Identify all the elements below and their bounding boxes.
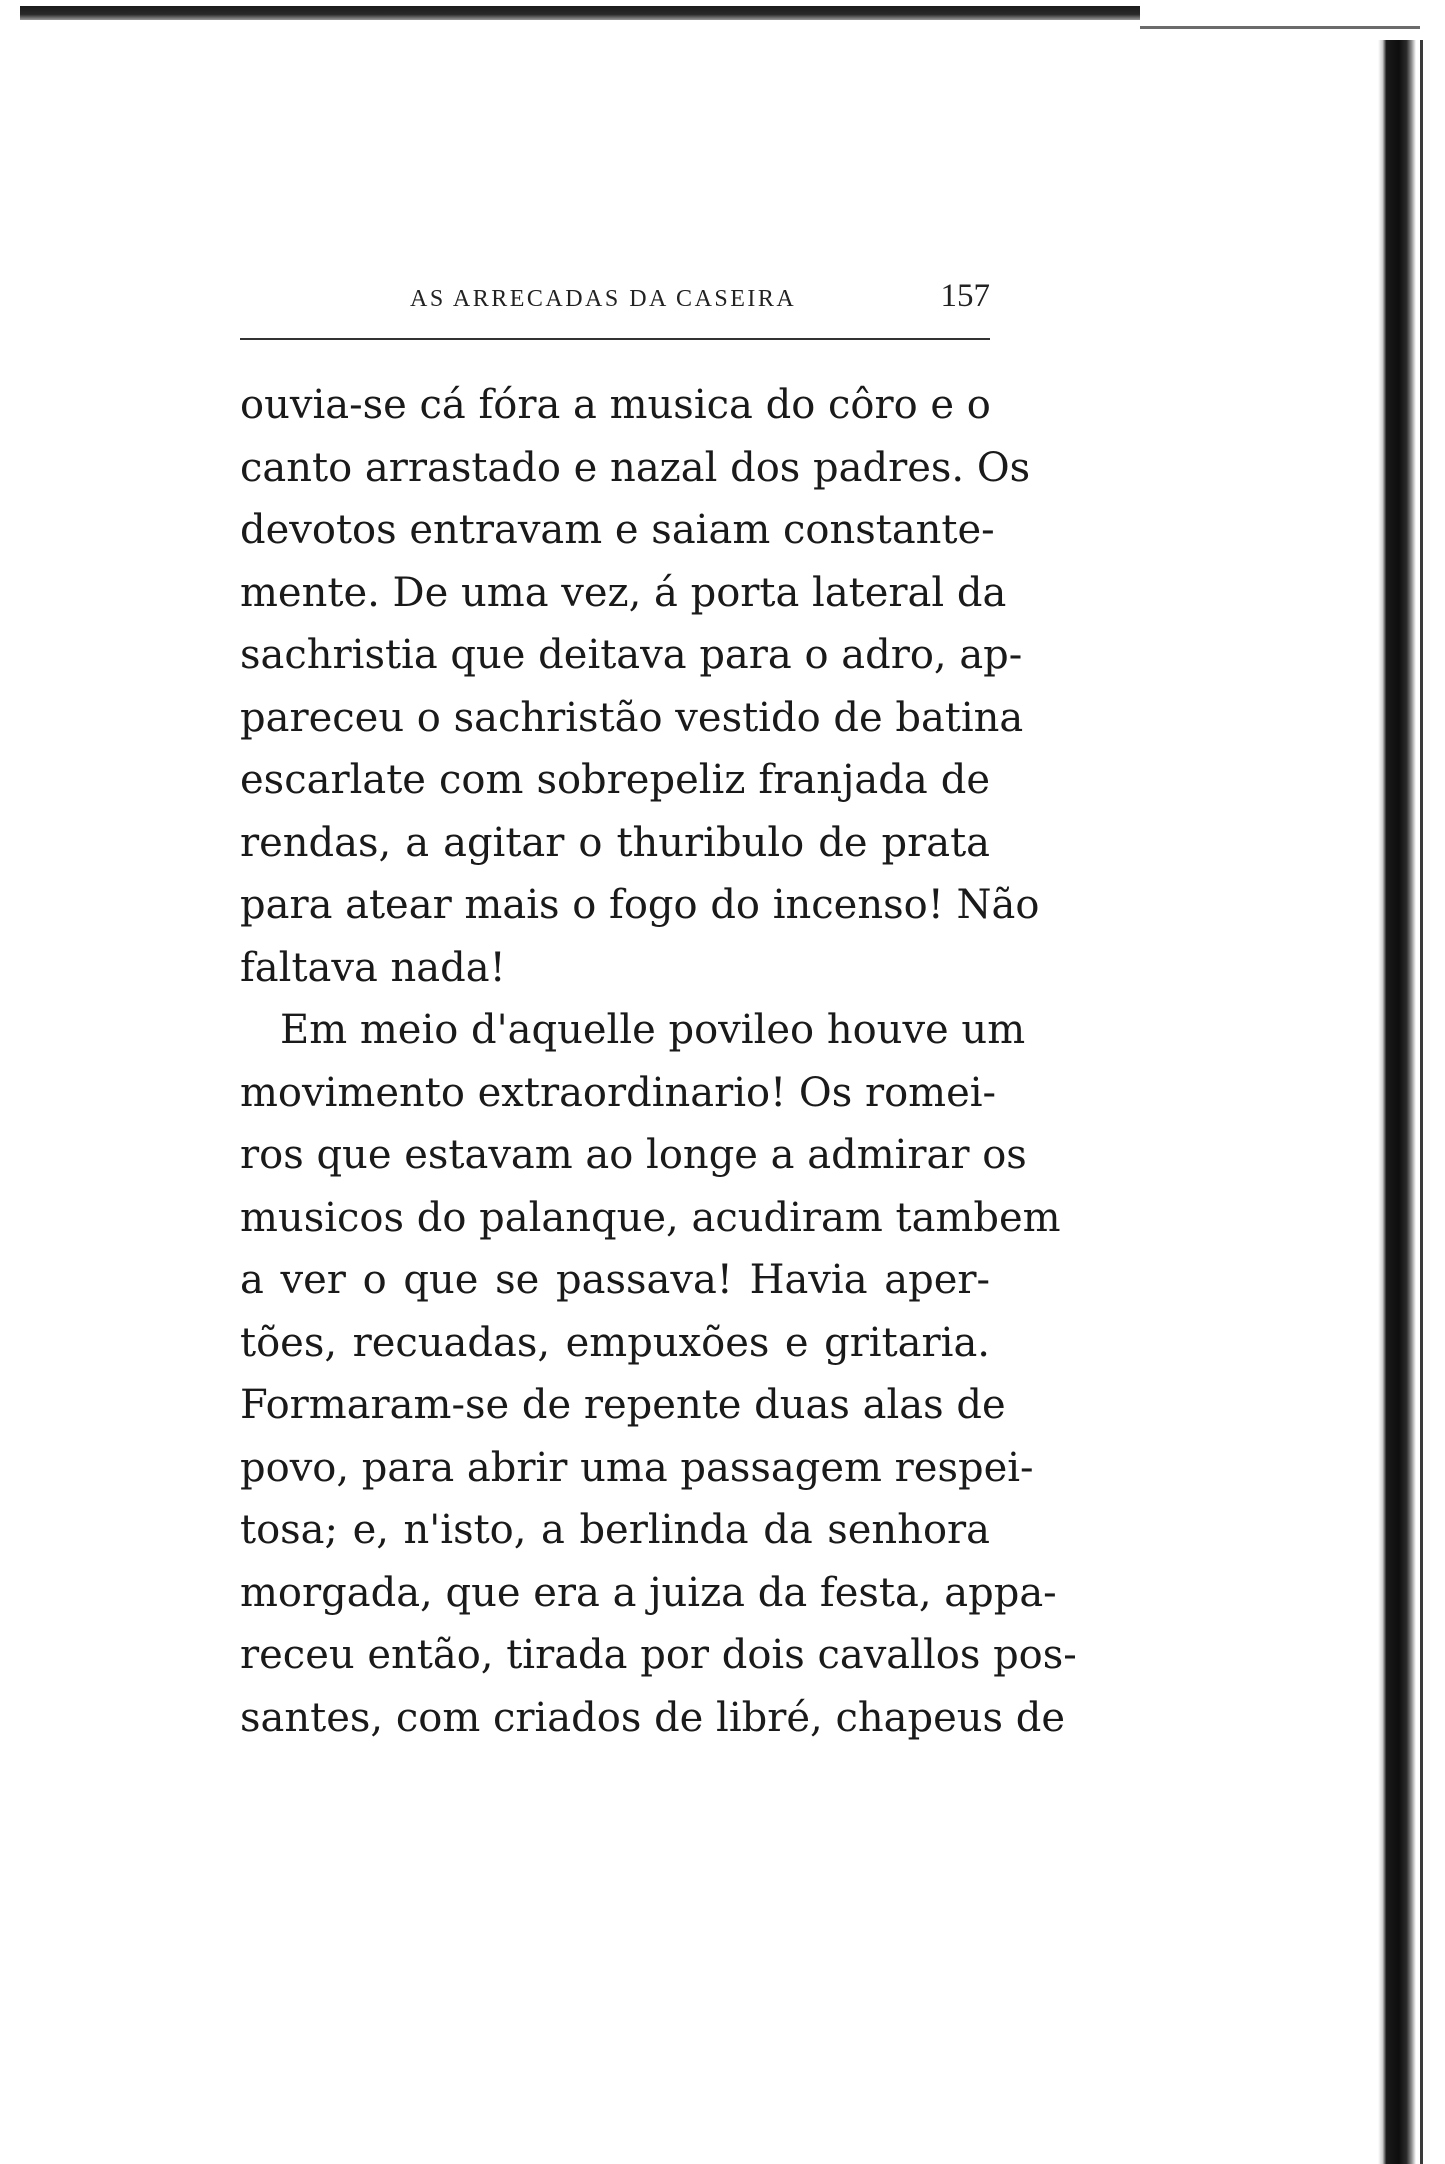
text-line: tões, recuadas, empuxões e gritaria. [240, 1319, 990, 1366]
text-line: devotos entravam e saiam constante- [240, 507, 995, 553]
text-line: pareceu o sachristão vestido de batina [240, 694, 1024, 741]
text-line: mente. De uma vez, á porta lateral da [240, 569, 1007, 616]
text-line: escarlate com sobrepeliz franjada de [240, 757, 990, 803]
page-number: 157 [940, 278, 990, 314]
text-line: canto arrastado e nazal dos padres. Os [240, 444, 1031, 491]
running-title: AS ARRECADAS DA CASEIRA [410, 286, 797, 312]
text-line: morgada, que era a juiza da festa, appa- [240, 1569, 1057, 1616]
paragraph-end-line: faltava nada! [240, 944, 506, 991]
scan-edge-right [1378, 40, 1416, 2164]
paragraph-start-line: Em meio d'aquelle povileo houve um [280, 1007, 1026, 1053]
scan-edge-top [20, 6, 1140, 20]
text-line: rendas, a agitar o thuribulo de prata [240, 819, 990, 866]
page-header [240, 278, 990, 328]
text-line: sachristia que deitava para o adro, ap- [240, 632, 1023, 678]
text-line: ouvia-se cá fóra a musica do côro e o [240, 382, 991, 428]
text-line: para atear mais o fogo do incenso! Não [240, 882, 1040, 928]
text-line: ros que estavam ao longe a admirar os [240, 1132, 1027, 1178]
text-line: musicos do palanque, acudiram tambem [240, 1194, 1061, 1241]
text-line: a ver o que se passava! Havia aper- [240, 1257, 990, 1303]
header-rule [240, 338, 990, 340]
scan-edge-top-tail [1140, 26, 1420, 29]
body-text [240, 374, 1077, 1749]
text-line: movimento extraordinario! Os romei- [240, 1069, 997, 1116]
text-line: tosa; e, n'isto, a berlinda da senhora [240, 1507, 990, 1553]
text-line: Formaram-se de repente duas alas de [240, 1382, 1006, 1428]
text-line: santes, com criados de libré, chapeus de [240, 1694, 1066, 1741]
text-line: povo, para abrir uma passagem respei- [240, 1444, 1034, 1491]
text-line: receu então, tirada por dois cavallos pos- [240, 1632, 1077, 1678]
scan-edge-right-line [1420, 40, 1423, 2164]
